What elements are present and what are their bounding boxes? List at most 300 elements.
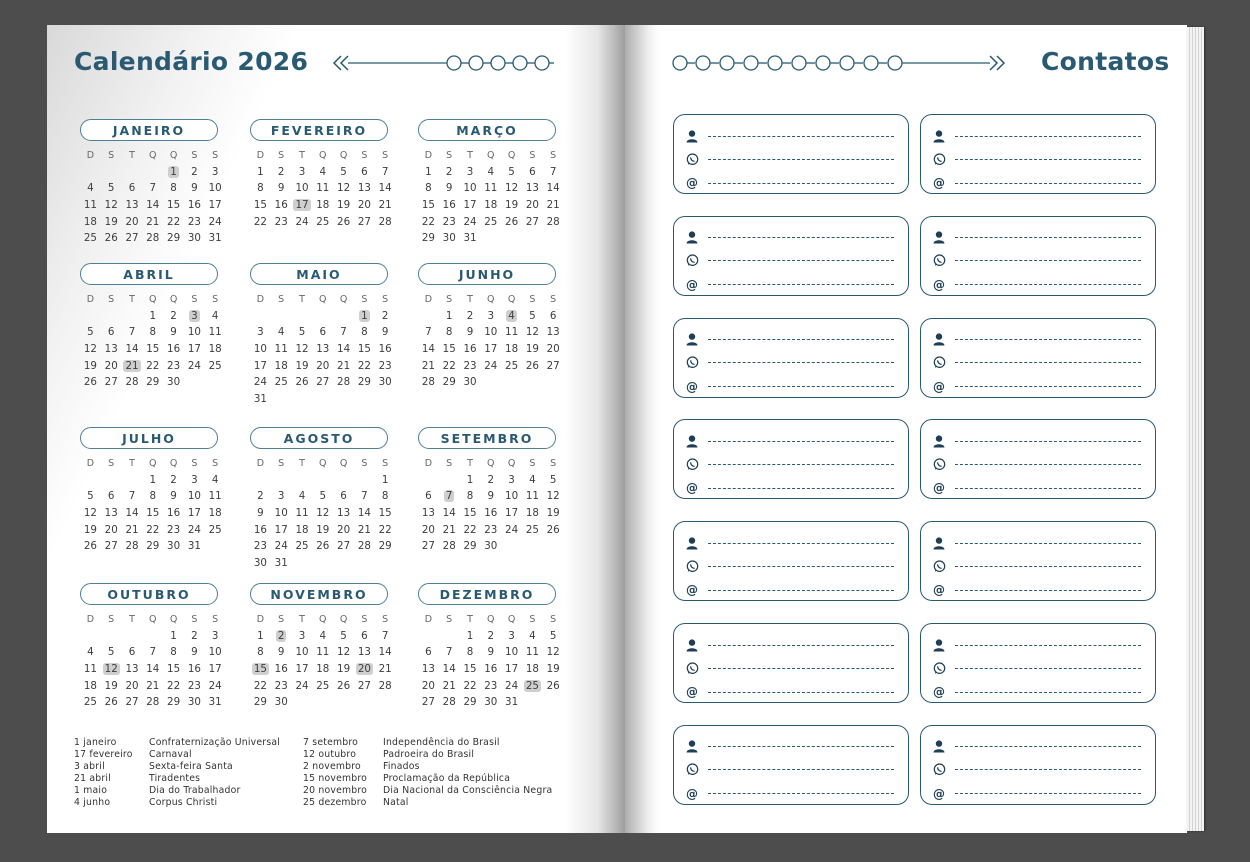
- day: 23: [484, 679, 498, 692]
- day: 28: [378, 679, 392, 692]
- holiday-row: [74, 761, 280, 773]
- day: 6: [107, 490, 115, 503]
- day: 17: [484, 343, 498, 356]
- day: 21: [357, 523, 371, 536]
- empty-cell: [122, 628, 143, 645]
- whatsapp-line[interactable]: [708, 566, 894, 567]
- day: 26: [83, 540, 97, 553]
- day: 21: [146, 679, 160, 692]
- contact-card: [673, 623, 909, 703]
- day: 23: [463, 359, 477, 372]
- email-line[interactable]: [708, 793, 894, 794]
- day: 22: [463, 523, 477, 536]
- whatsapp-line[interactable]: [955, 769, 1141, 770]
- day: 14: [421, 343, 435, 356]
- weekday-header: T: [299, 457, 305, 469]
- day: 8: [466, 646, 474, 659]
- day: 30: [442, 232, 456, 245]
- empty-cell: [80, 472, 101, 489]
- contact-whatsapp-row: [684, 457, 894, 471]
- weekday-header: S: [446, 613, 453, 625]
- month-7: [80, 427, 222, 555]
- day: 8: [257, 182, 264, 195]
- name-line[interactable]: [708, 543, 894, 544]
- day: 14: [125, 507, 139, 520]
- contact-card: [920, 114, 1156, 194]
- day: 9: [445, 182, 453, 195]
- holiday-row: [303, 737, 552, 749]
- day: 21: [421, 359, 435, 372]
- day: 26: [104, 232, 118, 245]
- weekday-header: T: [467, 457, 473, 469]
- day: 7: [149, 182, 157, 195]
- day: 24: [274, 540, 288, 553]
- day: 25: [274, 376, 288, 389]
- month-grid: [80, 291, 222, 391]
- weekday-header: S: [382, 457, 389, 469]
- day: 8: [257, 646, 264, 659]
- holiday-name: Finados: [383, 760, 420, 772]
- day: 8: [466, 490, 474, 503]
- email-line[interactable]: [708, 692, 894, 693]
- day: 9: [191, 182, 198, 195]
- weekday-header: Q: [339, 457, 348, 469]
- day: 11: [274, 343, 288, 356]
- weekday-header: S: [278, 149, 285, 161]
- day: 18: [316, 663, 330, 676]
- email-line[interactable]: [708, 183, 894, 184]
- day: 19: [295, 359, 309, 372]
- day: 15: [146, 343, 160, 356]
- at-icon: @: [686, 685, 698, 699]
- spine-shadow-left: [565, 25, 625, 833]
- whatsapp-line[interactable]: [955, 566, 1141, 567]
- day: 22: [253, 679, 267, 692]
- day: 22: [146, 523, 160, 536]
- day: 24: [187, 359, 201, 372]
- whatsapp-line[interactable]: [708, 260, 894, 261]
- day: 15: [167, 663, 181, 676]
- day: 6: [128, 182, 136, 195]
- name-line[interactable]: [708, 339, 894, 340]
- name-line[interactable]: [955, 543, 1141, 544]
- month-5: [250, 263, 392, 407]
- day: 17: [505, 663, 519, 676]
- day: 30: [167, 540, 181, 553]
- name-line[interactable]: [955, 645, 1141, 646]
- holiday-name: Independência do Brasil: [383, 737, 500, 748]
- day: 27: [357, 215, 371, 228]
- day: 3: [298, 165, 306, 178]
- day: 18: [83, 215, 97, 228]
- day: 21: [442, 679, 456, 692]
- day: 24: [463, 215, 477, 228]
- day: 1: [170, 629, 177, 642]
- whatsapp-line[interactable]: [955, 362, 1141, 363]
- name-line[interactable]: [955, 237, 1141, 238]
- month-8: [250, 427, 392, 571]
- day: 4: [87, 182, 94, 195]
- email-line[interactable]: [708, 284, 894, 285]
- day: 28: [125, 540, 139, 553]
- day: 13: [357, 182, 371, 195]
- weekday-header: S: [212, 457, 219, 469]
- weekday-header: D: [86, 149, 95, 161]
- day: 28: [378, 215, 392, 228]
- day: 2: [191, 165, 198, 178]
- day: 24: [208, 215, 222, 228]
- empty-cell: [354, 472, 375, 489]
- whatsapp-icon: [931, 254, 947, 268]
- day: 1: [257, 165, 264, 178]
- email-line[interactable]: [955, 284, 1141, 285]
- day: 16: [484, 663, 498, 676]
- contact-name-row: [684, 333, 894, 347]
- contact-card: [673, 318, 909, 398]
- month-name: FEVEREIRO: [250, 119, 388, 141]
- day: 26: [337, 679, 351, 692]
- day: 14: [378, 646, 392, 659]
- empty-cell: [80, 308, 101, 325]
- day: 30: [463, 376, 477, 389]
- day: 16: [484, 507, 498, 520]
- empty-cell: [101, 164, 122, 181]
- day: 26: [83, 376, 97, 389]
- day: 30: [253, 556, 267, 569]
- day: 2: [170, 473, 177, 486]
- weekday-header: S: [191, 613, 198, 625]
- day: 23: [484, 523, 498, 536]
- name-line[interactable]: [708, 441, 894, 442]
- whatsapp-icon: [931, 763, 947, 777]
- contact-card: [673, 114, 909, 194]
- day: 21: [125, 523, 139, 536]
- whatsapp-line[interactable]: [708, 464, 894, 465]
- contact-name-row: [931, 333, 1141, 347]
- email-line[interactable]: [955, 386, 1141, 387]
- day: 11: [484, 182, 498, 195]
- day: 23: [187, 215, 201, 228]
- day: 10: [208, 646, 222, 659]
- day: 7: [445, 646, 453, 659]
- day: 23: [442, 215, 456, 228]
- holiday-day: 17: [295, 199, 309, 212]
- contact-whatsapp-row: [931, 763, 1141, 777]
- empty-cell: [101, 308, 122, 325]
- day: 15: [378, 507, 392, 520]
- holiday-day: 1: [361, 309, 368, 322]
- holiday-day: 4: [508, 309, 515, 322]
- weekday-header: S: [108, 149, 115, 161]
- weekday-header: Q: [487, 149, 495, 161]
- day: 1: [425, 165, 432, 178]
- name-line[interactable]: [955, 746, 1141, 747]
- holiday-row: [74, 773, 280, 785]
- day: 18: [525, 507, 539, 520]
- calendar-title: Calendário 2026: [74, 47, 309, 76]
- day: 10: [295, 182, 309, 195]
- day: 15: [463, 663, 477, 676]
- day: 22: [253, 215, 267, 228]
- day: 31: [208, 696, 222, 709]
- contact-name-row: [931, 434, 1141, 448]
- day: 18: [525, 663, 539, 676]
- whatsapp-line[interactable]: [955, 464, 1141, 465]
- email-line[interactable]: [955, 590, 1141, 591]
- weekday-header: T: [129, 293, 135, 305]
- day: 20: [337, 523, 351, 536]
- whatsapp-line[interactable]: [708, 668, 894, 669]
- contact-email-row: [931, 481, 1141, 495]
- day: 26: [525, 359, 539, 372]
- empty-cell: [101, 472, 122, 489]
- empty-cell: [80, 628, 101, 645]
- email-line[interactable]: [708, 488, 894, 489]
- weekday-header: D: [256, 149, 265, 161]
- day: 8: [149, 490, 157, 503]
- day: 30: [187, 232, 201, 245]
- contacts-title: Contatos: [1041, 47, 1170, 76]
- day: 5: [549, 629, 557, 642]
- day: 5: [298, 326, 306, 339]
- weekday-header: S: [278, 457, 285, 469]
- day: 16: [442, 199, 456, 212]
- contact-whatsapp-row: [684, 661, 894, 675]
- day: 26: [295, 376, 309, 389]
- name-line[interactable]: [708, 237, 894, 238]
- whatsapp-line[interactable]: [708, 362, 894, 363]
- weekday-header: Q: [339, 293, 348, 305]
- day: 4: [319, 629, 327, 642]
- day: 3: [508, 629, 515, 642]
- day: 17: [505, 507, 519, 520]
- contact-name-row: [931, 231, 1141, 245]
- contact-whatsapp-row: [684, 559, 894, 573]
- day: 6: [340, 490, 347, 503]
- day: 16: [274, 663, 288, 676]
- day: 6: [549, 309, 557, 322]
- weekday-header: S: [108, 293, 115, 305]
- day: 25: [525, 523, 539, 536]
- day: 9: [466, 326, 474, 339]
- weekday-header: D: [424, 457, 433, 469]
- name-line[interactable]: [955, 441, 1141, 442]
- day: 6: [425, 646, 432, 659]
- weekday-header: Q: [319, 293, 327, 305]
- day: 5: [107, 646, 115, 659]
- name-line[interactable]: [955, 339, 1141, 340]
- name-line[interactable]: [708, 136, 894, 137]
- email-line[interactable]: [955, 793, 1141, 794]
- contact-card: [673, 419, 909, 499]
- day: 3: [211, 165, 219, 178]
- weekday-header: T: [299, 293, 305, 305]
- day: 16: [378, 343, 392, 356]
- holiday-date: 7 setembro: [303, 737, 359, 748]
- holiday-day: 1: [170, 165, 177, 178]
- day: 2: [257, 490, 264, 503]
- whatsapp-line[interactable]: [955, 159, 1141, 160]
- empty-cell: [101, 628, 122, 645]
- day: 14: [442, 507, 456, 520]
- day: 29: [357, 376, 371, 389]
- month-grid: [250, 147, 392, 230]
- day: 8: [381, 490, 389, 503]
- day: 24: [295, 215, 309, 228]
- contact-name-row: [684, 638, 894, 652]
- contact-email-row: [931, 685, 1141, 699]
- day: 31: [274, 556, 288, 569]
- day: 8: [170, 646, 177, 659]
- day: 8: [361, 326, 368, 339]
- weekday-header: S: [361, 293, 368, 305]
- weekday-header: Q: [149, 293, 157, 305]
- contact-card: [673, 725, 909, 805]
- contact-name-row: [931, 536, 1141, 550]
- month-11: [250, 583, 392, 711]
- holiday-day: 3: [191, 309, 198, 322]
- day: 18: [316, 199, 330, 212]
- day: 12: [83, 507, 97, 520]
- day: 22: [378, 523, 392, 536]
- email-line[interactable]: [955, 692, 1141, 693]
- day: 30: [484, 696, 498, 709]
- day: 28: [146, 696, 160, 709]
- day: 29: [167, 696, 181, 709]
- name-line[interactable]: [955, 136, 1141, 137]
- holiday-row: [74, 797, 280, 809]
- empty-cell: [312, 472, 333, 489]
- day: 11: [83, 663, 97, 676]
- at-icon: @: [933, 176, 945, 190]
- weekday-header: T: [129, 613, 135, 625]
- weekday-header: S: [212, 613, 219, 625]
- month-1: [80, 119, 222, 247]
- name-line[interactable]: [708, 746, 894, 747]
- day: 9: [191, 646, 198, 659]
- contact-name-row: [931, 129, 1141, 143]
- empty-cell: [418, 472, 439, 489]
- day: 5: [549, 473, 557, 486]
- holiday-date: 17 fevereiro: [74, 748, 133, 760]
- weekday-header: Q: [507, 613, 516, 625]
- day: 27: [104, 376, 118, 389]
- day: 29: [463, 696, 477, 709]
- empty-cell: [80, 164, 101, 181]
- day: 8: [425, 182, 432, 195]
- contact-email-row: [684, 583, 894, 597]
- day: 20: [125, 679, 139, 692]
- whatsapp-icon: [931, 559, 947, 573]
- month-12: [418, 583, 560, 711]
- holiday-day: 2: [277, 629, 285, 642]
- day: 2: [487, 629, 495, 642]
- month-10: [80, 583, 222, 711]
- day: 14: [546, 182, 560, 195]
- holiday-day: 20: [357, 663, 371, 676]
- contact-name-row: [684, 536, 894, 550]
- day: 23: [187, 679, 201, 692]
- day: 1: [445, 309, 453, 322]
- empty-cell: [418, 628, 439, 645]
- day: 21: [378, 199, 392, 212]
- weekday-header: D: [424, 149, 433, 161]
- day: 19: [337, 199, 351, 212]
- weekday-header: S: [550, 613, 557, 625]
- weekday-header: S: [529, 149, 536, 161]
- whatsapp-line[interactable]: [708, 769, 894, 770]
- day: 17: [187, 507, 201, 520]
- day: 24: [505, 679, 519, 692]
- arrow-decoration-left: [332, 53, 562, 73]
- day: 29: [167, 232, 181, 245]
- email-line[interactable]: [708, 386, 894, 387]
- whatsapp-line[interactable]: [955, 260, 1141, 261]
- weekday-header: D: [256, 613, 265, 625]
- day: 6: [128, 646, 136, 659]
- day: 30: [167, 376, 181, 389]
- day: 6: [361, 165, 368, 178]
- day: 28: [357, 540, 371, 553]
- whatsapp-line[interactable]: [955, 668, 1141, 669]
- day: 19: [546, 507, 560, 520]
- month-name: AGOSTO: [250, 427, 388, 449]
- day: 27: [421, 540, 435, 553]
- email-line[interactable]: [708, 590, 894, 591]
- day: 14: [125, 343, 139, 356]
- day: 7: [340, 326, 347, 339]
- empty-cell: [142, 628, 163, 645]
- contact-name-row: [684, 740, 894, 754]
- day: 29: [442, 376, 456, 389]
- at-icon: @: [933, 379, 945, 394]
- day: 3: [277, 490, 285, 503]
- day: 26: [546, 523, 560, 536]
- contact-card: [673, 521, 909, 601]
- holiday-list-right: [303, 737, 552, 808]
- contact-name-row: [684, 434, 894, 448]
- contact-whatsapp-row: [931, 457, 1141, 471]
- day: 12: [295, 343, 309, 356]
- weekday-header: Q: [149, 613, 157, 625]
- day: 27: [337, 540, 351, 553]
- day: 7: [381, 629, 389, 642]
- name-line[interactable]: [708, 645, 894, 646]
- day: 29: [146, 376, 160, 389]
- holiday-name: Padroeira do Brasil: [383, 748, 475, 760]
- weekday-header: Q: [319, 149, 327, 161]
- day: 17: [208, 199, 222, 212]
- day: 15: [463, 507, 477, 520]
- day: 10: [505, 646, 519, 659]
- email-line[interactable]: [955, 183, 1141, 184]
- day: 4: [87, 646, 94, 659]
- day: 13: [421, 663, 435, 676]
- weekday-header: D: [86, 293, 95, 305]
- month-9: [418, 427, 560, 555]
- day: 19: [83, 523, 97, 536]
- weekday-header: S: [278, 613, 285, 625]
- day: 19: [525, 343, 539, 356]
- email-line[interactable]: [955, 488, 1141, 489]
- whatsapp-line[interactable]: [708, 159, 894, 160]
- day: 31: [208, 232, 222, 245]
- day: 4: [298, 490, 306, 503]
- holiday-row: [303, 773, 552, 785]
- day: 28: [442, 696, 456, 709]
- weekday-header: T: [129, 149, 135, 161]
- day: 13: [525, 182, 539, 195]
